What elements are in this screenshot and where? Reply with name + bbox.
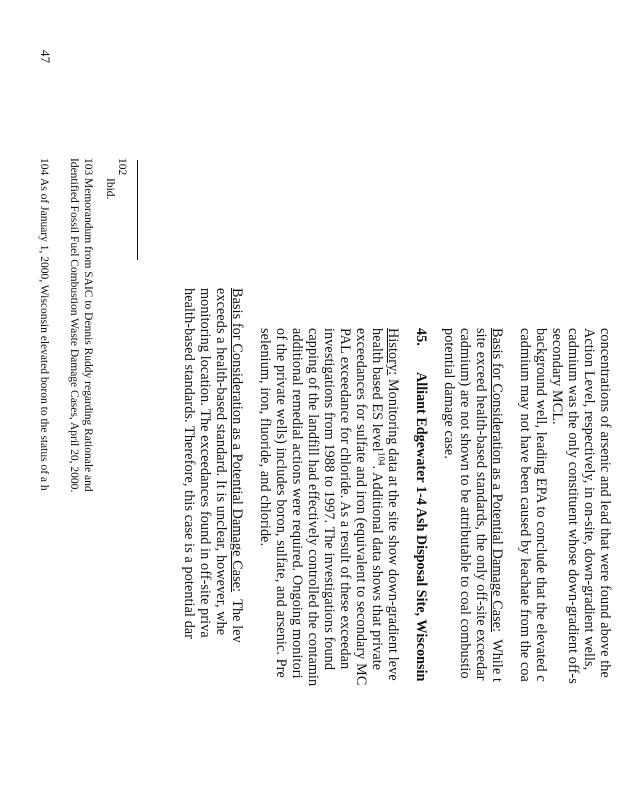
text-line: background well, leading EPA to conclude that the elevated c <box>533 328 549 682</box>
footnote-text: As of January 1, 2000, Wisconsin elevated boron to the status of a h <box>38 178 50 491</box>
footnote-text: Ibid. <box>104 178 116 200</box>
text-line: potential damage case. <box>441 328 457 460</box>
text-line: Action Level, respectively, in on-site, down-gradient wells, <box>581 328 597 671</box>
text-line: health-based standards. Therefore, this case is a potential dar <box>181 288 197 640</box>
basis-2-label: Basis for Consideration as a Potential Damage Case: <box>229 288 245 593</box>
text-line <box>549 328 564 425</box>
footnote-number: 103 <box>82 158 94 176</box>
text-line: monitoring location. The exceedances found in off-site priva <box>197 288 213 638</box>
basis-2-first-line <box>229 288 244 643</box>
section-number: 45. <box>413 328 429 346</box>
text-line: cadmium was the only constituent whose down-gradient off-s <box>565 328 581 684</box>
footnote-text: Memorandum from SAIC to Dennis Ruddy regarding Rationale and <box>82 178 94 492</box>
page-number: 47 <box>38 50 53 64</box>
basis-1-label: Basis for Consideration as a Potential Damage Case: <box>489 328 505 633</box>
history-text: Monitoring data at the site show down-gradient leve <box>385 378 401 681</box>
footnote-number: 104 <box>38 158 50 176</box>
text-line: additional remedial actions were required. Ongoing monitori <box>289 328 305 679</box>
footnote-divider <box>137 160 138 260</box>
basis-1-text: While t <box>489 639 505 683</box>
text-line: exceeds a health-based standard. It is unclear, however, whe <box>213 288 229 636</box>
basis-1-first-line <box>489 328 504 682</box>
footnote-ref: 104 <box>376 451 387 466</box>
history-first-line <box>385 328 400 681</box>
text-segment: secondary MCL. <box>549 328 565 425</box>
text-line: investigations from 1988 to 1997. The investigations found <box>321 328 337 671</box>
text-line: site exceed health-based standards, the only off-site exceedar <box>473 328 489 681</box>
text-line: PAL exceedance for chloride. As a result of these exceedan <box>337 328 353 670</box>
text-line: concentrations of arsenic and lead that were found above the <box>597 328 613 678</box>
text-line: of the private wells) includes boron, sulfate, and arsenic. Pre <box>273 328 289 678</box>
footnote-number: 102 <box>116 158 128 176</box>
history-text: . Additional data shows that private <box>369 465 385 671</box>
history-text: health based ES level <box>369 328 385 452</box>
history-second-line <box>369 328 387 671</box>
text-line: exceedances for sulfate and iron (equivalent to secondary MC <box>353 328 369 686</box>
section-title: Alliant Edgewater 1-4 Ash Disposal Site, Wisconsin <box>413 372 429 682</box>
footnote-text: Identified Fossil Fuel Combustion Waste Damage Cases, April 20, 2000. <box>68 158 80 493</box>
history-label: History: <box>385 328 401 376</box>
text-line: cadmium) are not shown to be attributable to coal combustio <box>457 328 473 679</box>
text-line: selenium, iron, fluoride, and chloride. <box>257 328 273 547</box>
basis-2-text: The lev <box>229 599 245 643</box>
text-line: capping of the landfill had effectively controlled the contamin <box>305 328 321 687</box>
text-line: cadmium may not have been caused by leachate from the coa <box>517 328 533 682</box>
